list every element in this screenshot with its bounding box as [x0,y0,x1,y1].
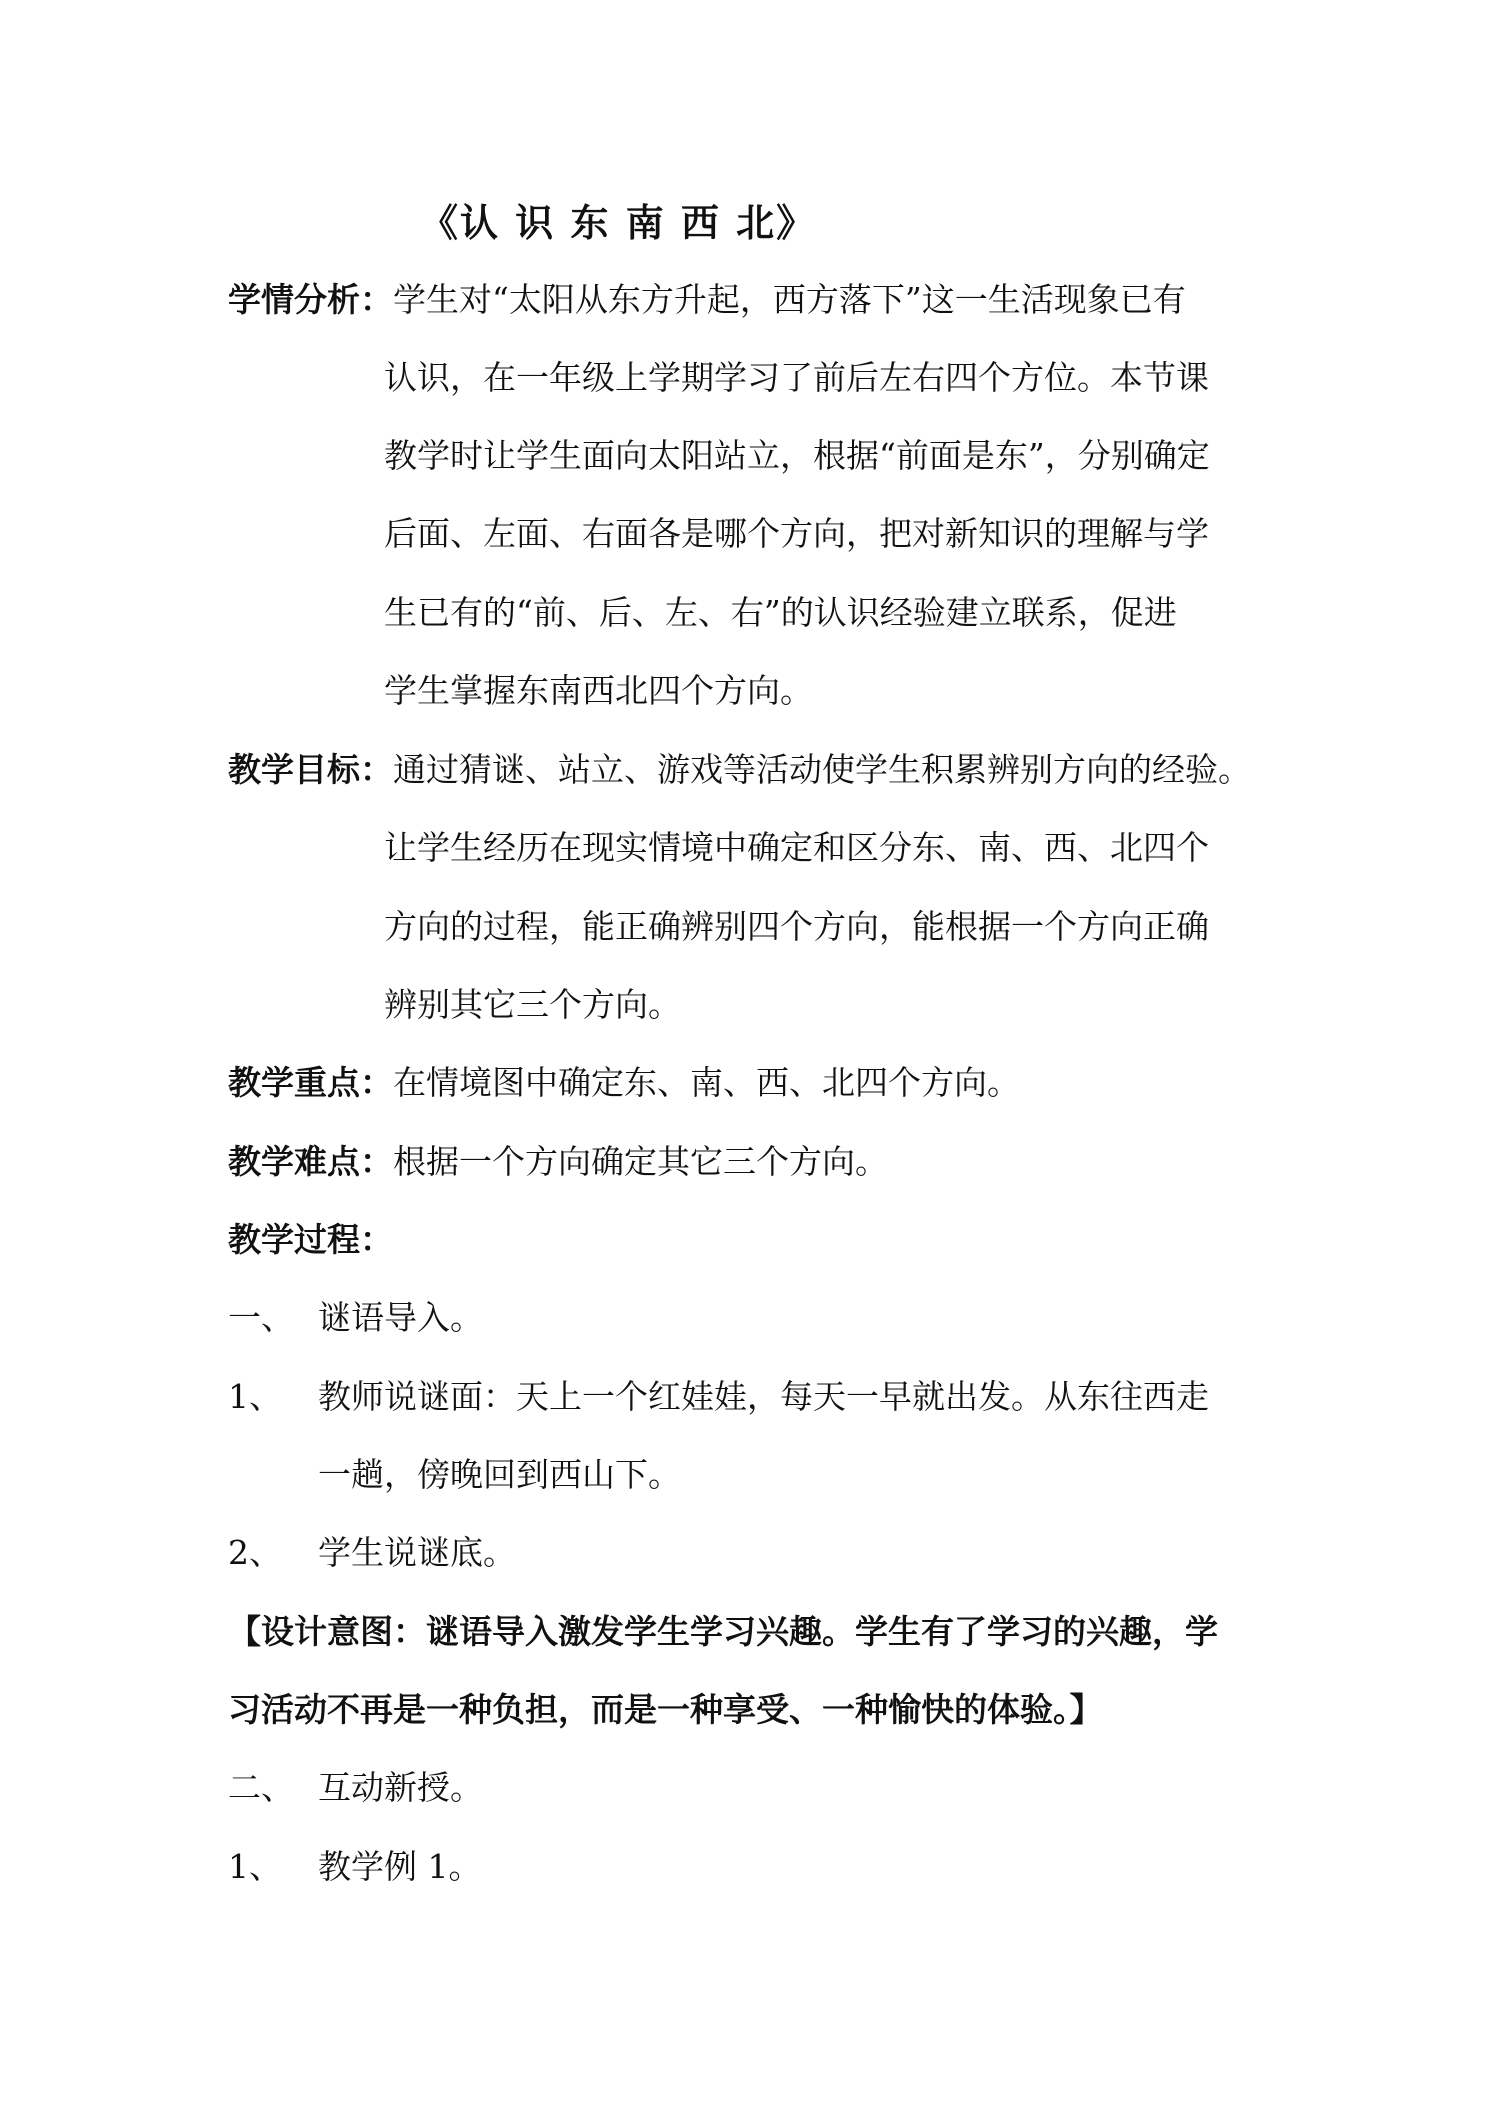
section1-text: 谜语导入。 [318,1298,483,1337]
section1-num: 一、 [228,1298,294,1337]
difficulty-text: 根据一个方向确定其它三个方向。 [393,1142,888,1181]
analysis-text-2: 认识，在一年级上学期学习了前后左右四个方位。本节课 [384,358,1209,397]
goals-text-3: 方向的过程，能正确辨别四个方向，能根据一个方向正确 [384,907,1209,946]
design-intent-line-2: 习活动不再是一种负担，而是一种享受、一种愉快的体验。】 [228,1690,1103,1729]
analysis-text-6: 学生掌握东南西北四个方向。 [384,671,813,710]
goals-line-1 [228,750,1251,790]
section2-text: 互动新授。 [318,1768,483,1807]
difficulty-label: 教学难点： [228,1142,393,1181]
goals-text-1: 通过猜谜、站立、游戏等活动使学生积累辨别方向的经验。 [393,750,1251,789]
section1-heading [228,1298,483,1338]
analysis-text-5: 生已有的“前、后、左、右”的认识经验建立联系，促进 [384,593,1177,632]
section2-num: 二、 [228,1768,294,1807]
section1-item2-num: 2、 [228,1533,282,1572]
section2-item1-text: 教学例 1。 [318,1847,482,1886]
goals-text-2: 让学生经历在现实情境中确定和区分东、南、西、北四个 [384,828,1209,867]
section1-item2 [228,1533,516,1573]
section2-item1-num: 1、 [228,1847,282,1886]
analysis-line-1 [228,280,1186,320]
section1-item1-num: 1、 [228,1377,282,1416]
section1-item1-text: 教师说谜面：天上一个红娃娃，每天一早就出发。从东往西走 [318,1377,1209,1416]
difficulty-line [228,1142,888,1182]
document-title: 《认 识 东 南 西 北》 [420,200,817,245]
key-point-line [228,1063,1020,1103]
key-point-text: 在情境图中确定东、南、西、北四个方向。 [393,1063,1020,1102]
analysis-text-1: 学生对“太阳从东方升起，西方落下”这一生活现象已有 [393,280,1186,319]
section2-item1 [228,1847,482,1887]
analysis-text-4: 后面、左面、右面各是哪个方向，把对新知识的理解与学 [384,514,1209,553]
process-label: 教学过程： [228,1220,393,1259]
section2-heading [228,1768,483,1808]
key-point-label: 教学重点： [228,1063,393,1102]
analysis-label: 学情分析： [228,280,393,319]
section1-item1 [228,1377,1209,1417]
design-intent-line-1: 【设计意图：谜语导入激发学生学习兴趣。学生有了学习的兴趣，学 [228,1612,1218,1651]
section1-item2-text: 学生说谜底。 [318,1533,516,1572]
goals-label: 教学目标： [228,750,393,789]
section1-item1-line2: 一趟，傍晚回到西山下。 [318,1455,681,1494]
goals-text-4: 辨别其它三个方向。 [384,985,681,1024]
analysis-text-3: 教学时让学生面向太阳站立，根据“前面是东”，分别确定 [384,436,1210,475]
